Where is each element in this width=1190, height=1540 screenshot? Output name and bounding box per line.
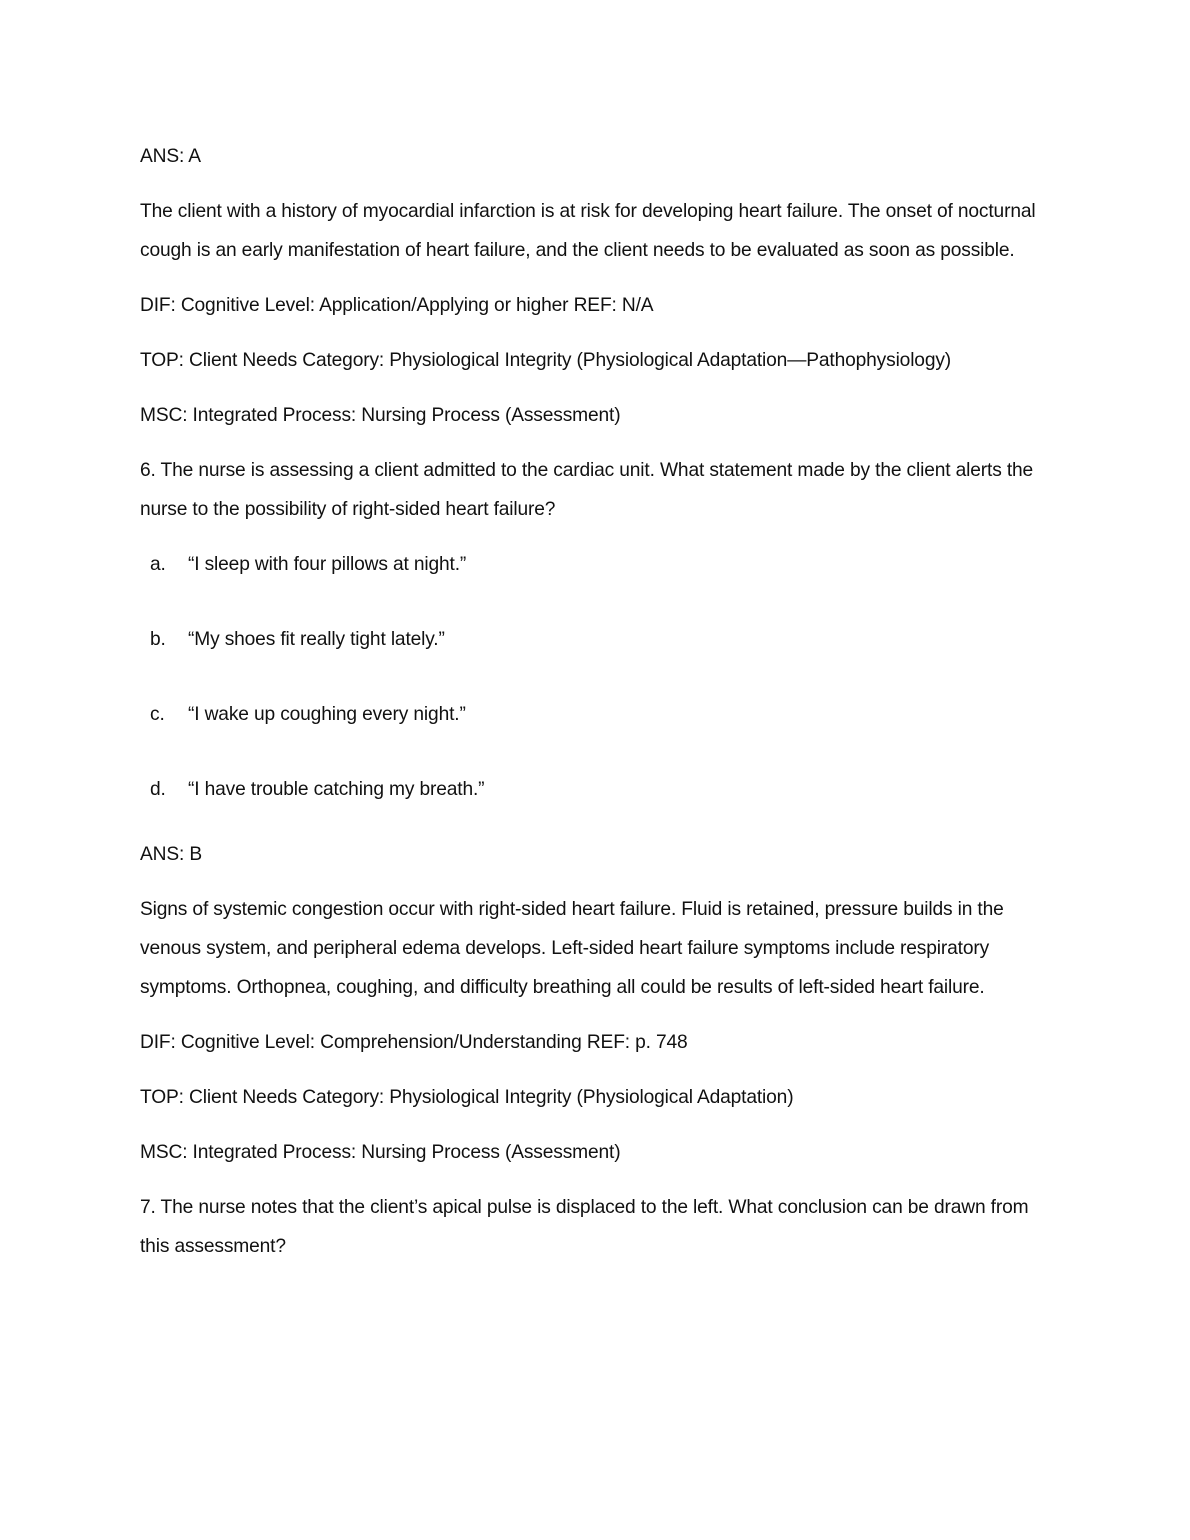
option-text: “I have trouble catching my breath.”: [188, 779, 485, 800]
option-text: “I sleep with four pillows at night.”: [188, 554, 467, 575]
q6-option-b: [140, 620, 1050, 659]
q6-rationale: Signs of systemic congestion occur with right-sided heart failure. Fluid is retained, pressure builds in the venous system, and peripheral edema develops. Left-sided heart failure symptoms include respiratory symptoms. Orthopnea, coughing, and difficulty breathing all could be results of left-sided heart failure.: [140, 899, 1004, 998]
q6-options: [140, 545, 1050, 809]
q5-answer: ANS: A: [140, 146, 201, 167]
option-letter: a.: [150, 554, 166, 575]
q6-msc: MSC: Integrated Process: Nursing Process (Assessment): [140, 1142, 621, 1163]
q5-rationale: The client with a history of myocardial infarction is at risk for developing heart failure. The onset of nocturnal cough is an early manifestation of heart failure, and the client needs to be evaluated as soon as possible.: [140, 201, 1036, 261]
q6-stem: 6. The nurse is assessing a client admitted to the cardiac unit. What statement made by the client alerts the nurse to the possibility of right-sided heart failure?: [140, 460, 1034, 520]
q6-difficulty: DIF: Cognitive Level: Comprehension/Understanding REF: p. 748: [140, 1032, 688, 1053]
option-letter: d.: [150, 779, 166, 800]
q6-answer: ANS: B: [140, 844, 203, 865]
option-text: “I wake up coughing every night.”: [188, 704, 466, 725]
q6-option-a: [140, 545, 1050, 584]
q5-topic: TOP: Client Needs Category: Physiological Integrity (Physiological Adaptation—Pathophysiology): [140, 350, 952, 371]
q7-stem: 7. The nurse notes that the client’s apical pulse is displaced to the left. What conclusion can be drawn from this assessment?: [140, 1197, 1029, 1257]
q5-difficulty: DIF: Cognitive Level: Application/Applying or higher REF: N/A: [140, 295, 654, 316]
page-content: [140, 137, 1050, 1282]
q5-msc: MSC: Integrated Process: Nursing Process (Assessment): [140, 405, 621, 426]
option-letter: b.: [150, 629, 166, 650]
q6-option-d: [140, 770, 1050, 809]
option-text: “My shoes fit really tight lately.”: [188, 629, 445, 650]
q6-topic: TOP: Client Needs Category: Physiological Integrity (Physiological Adaptation): [140, 1087, 794, 1108]
q6-option-c: [140, 695, 1050, 734]
option-letter: c.: [150, 704, 165, 725]
